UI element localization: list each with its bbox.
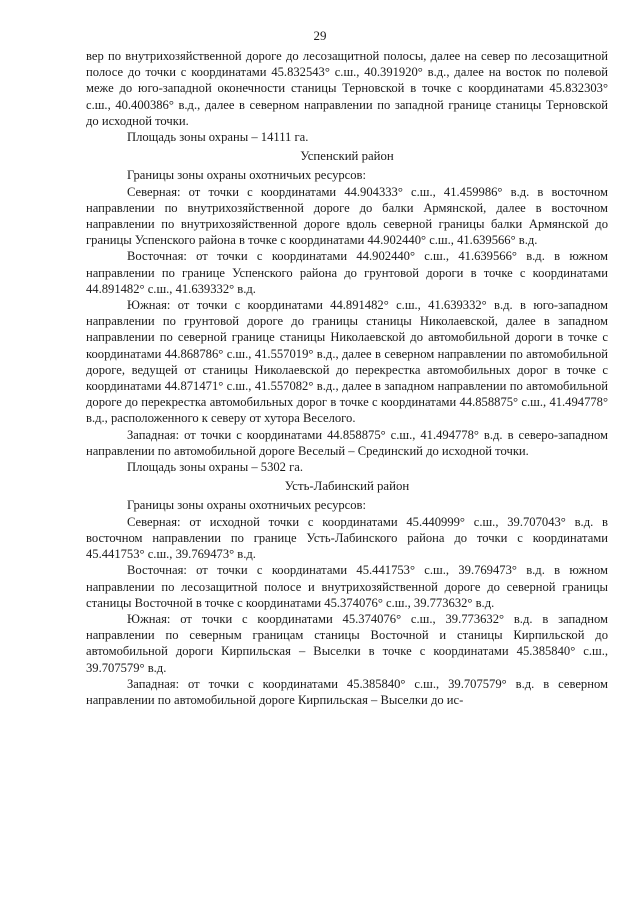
north-border-ust-labinsky: Северная: от исходной точки с координатами 45.440999° с.ш., 39.707043° в.д. в восточном направлении по границе Усть-Лабинского района до точки с координатами 45.441753° с.ш., 39.769473° в.д. bbox=[86, 514, 608, 562]
section-title-uspensky: Успенский район bbox=[300, 149, 394, 164]
borders-heading-ust-labinsky: Границы зоны охраны охотничьих ресурсов: bbox=[127, 498, 366, 513]
borders-heading-uspensky: Границы зоны охраны охотничьих ресурсов: bbox=[127, 168, 366, 183]
west-border-uspensky: Западная: от точки с координатами 44.858875° с.ш., 41.494778° в.д. в северо-западном направлении по автомобильной дороге Веселый – Срединский до исходной точки. bbox=[86, 427, 608, 458]
south-border-ust-labinsky: Южная: от точки с координатами 45.374076° с.ш., 39.773632° в.д. в западном направлении по северным границам станицы Восточной и станицы Кирпильской до автомобильной дороги Кирпильская – Выселки в точке с координатами 45.385840° с.ш., 39.707579° в.д. bbox=[86, 611, 608, 675]
south-border-uspensky: Южная: от точки с координатами 44.891482° с.ш., 41.639332° в.д. в юго-западном направлении по грунтовой дороге до границы станицы Николаевской, далее в западном направлении по северной границе станицы Николаевской до автомобильной дороги в точке с координатами 44.868786° с.ш., 41.557019° в.д., далее в северном направлении по автомобильной дороге, ведущей от станицы Николаевской до перекрестка автомобильных дорог в точке с координатами 44.871471° с.ш., 41.557082° в.д., далее в западном направлении по автомобильной дороге до перекрестка автомобильных дорог в точке с координатами 44.858875° с.ш., 41.494778° в.д., расположенного к северу от хутора Веселого. bbox=[86, 298, 608, 426]
intro-paragraph: вер по внутрихозяйственной дороге до лесозащитной полосы, далее на север по лесозащитной полосе до точки с координатами 45.832543° с.ш., 40.391920° в.д., далее на восток по полевой меже до юго-западной оконечности станицы Терновской в точке с координатами 45.832303° с.ш., 40.400386° в.д., далее в северном направлении по западной границе станицы Терновской до исходной точки. bbox=[86, 49, 608, 128]
east-border-uspensky: Восточная: от точки с координатами 44.902440° с.ш., 41.639566° в.д. в южном направлении по границе Успенского района до грунтовой дороги в точке с координатами 44.891482° с.ш., 41.639332° в.д. bbox=[86, 249, 608, 296]
north-border-uspensky: Северная: от точки с координатами 44.904333° с.ш., 41.459986° в.д. в восточном направлении по внутрихозяйственной дороге до балки Армянской, далее в восточном направлении по внутрихозяйственной дороге вдоль северной границы балки Армянской до границы Успенского района в точке с координатами 44.902440° с.ш., 41.639566° в.д. bbox=[86, 184, 608, 248]
east-border-ust-labinsky: Восточная: от точки с координатами 45.441753° с.ш., 39.769473° в.д. в южном направлении по лесозащитной полосе и внутрихозяйственной дороге до северной границы станицы Восточной в точке с координатами 45.374076° с.ш., 39.773632° в.д. bbox=[86, 563, 608, 610]
area-uspensky: Площадь зоны охраны – 5302 га. bbox=[127, 460, 304, 475]
intro-area: Площадь зоны охраны – 14111 га. bbox=[127, 130, 309, 145]
page-number: 29 bbox=[313, 28, 327, 43]
west-border-ust-labinsky: Западная: от точки с координатами 45.385840° с.ш., 39.707579° в.д. в северном направлении по автомобильной дороге Кирпильская – Выселки до ис- bbox=[86, 676, 608, 707]
page-content bbox=[86, 48, 608, 708]
section-title-ust-labinsky: Усть-Лабинский район bbox=[284, 479, 410, 494]
